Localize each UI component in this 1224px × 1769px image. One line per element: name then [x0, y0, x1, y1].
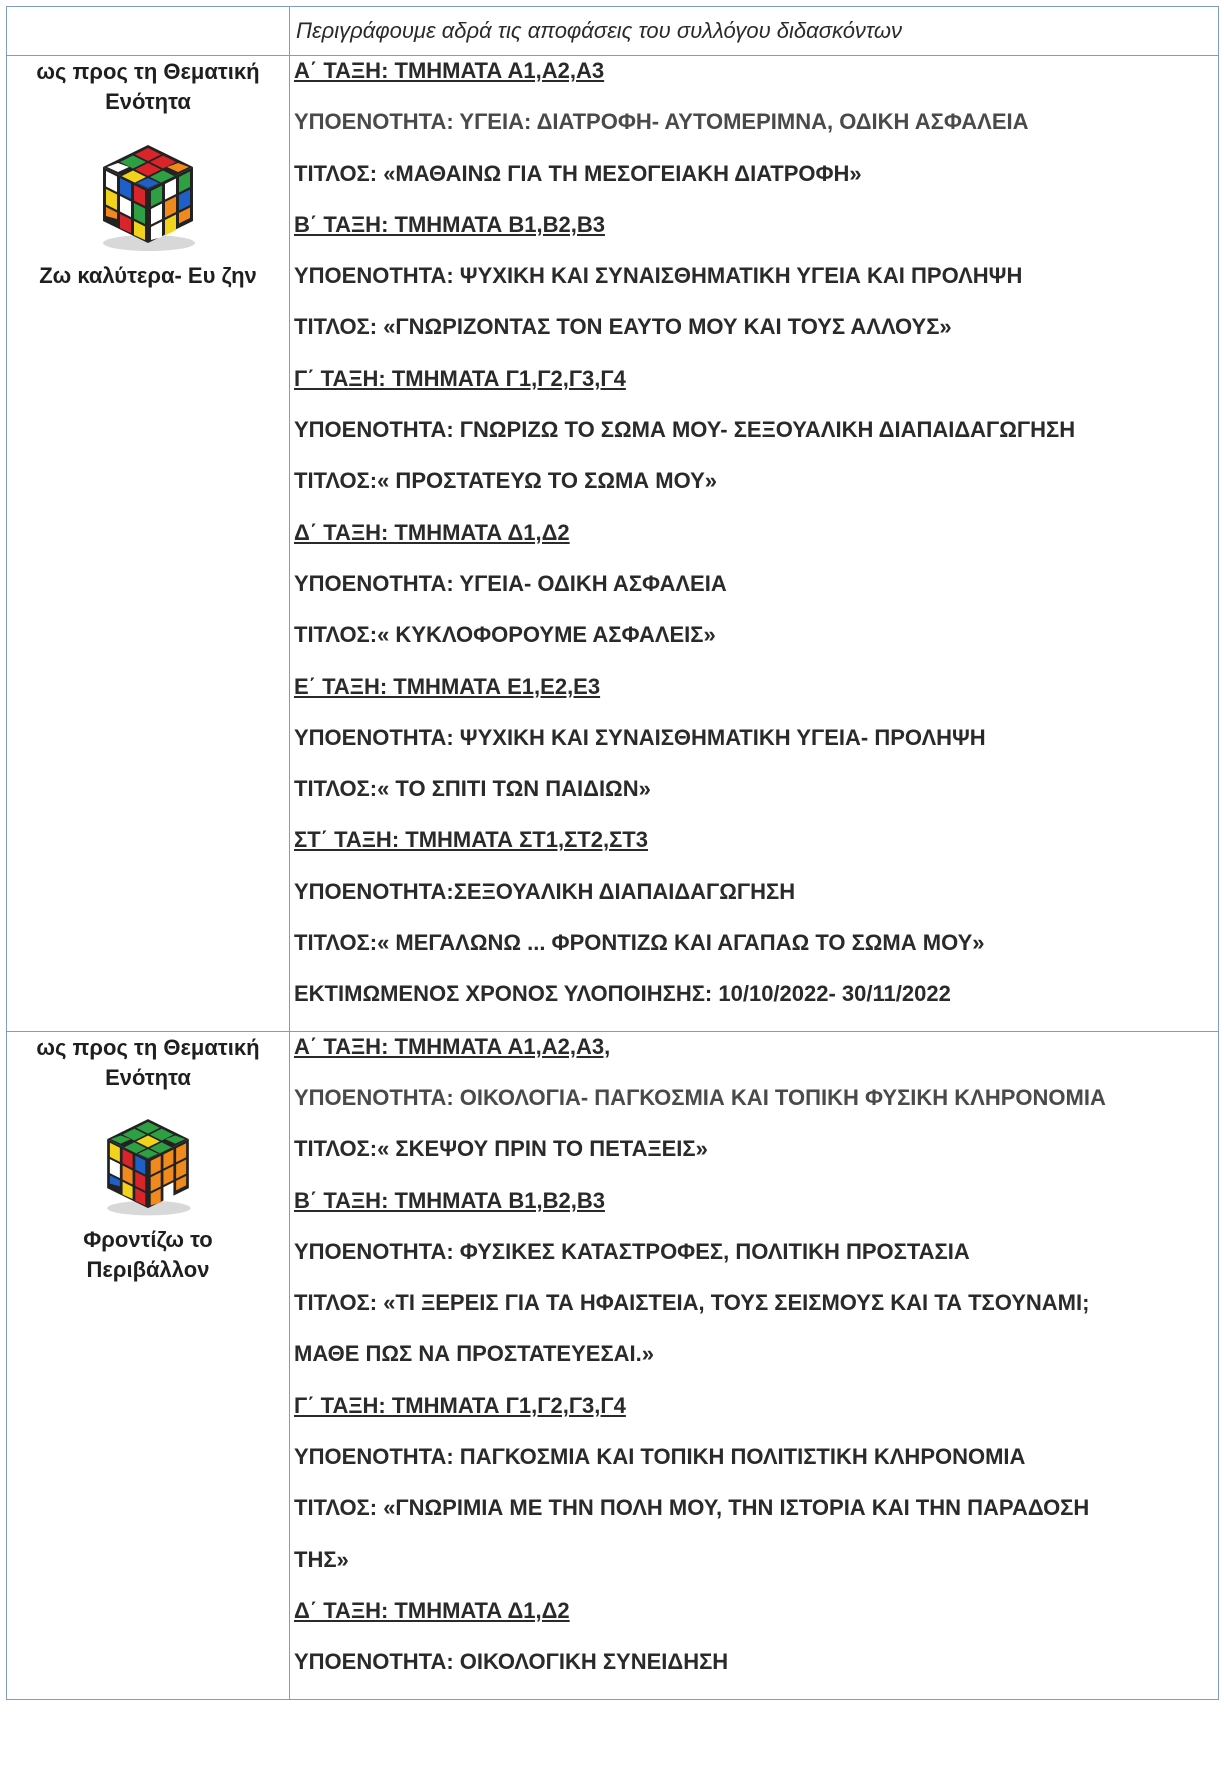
section-content-cell — [290, 56, 1219, 1032]
header-note: Περιγράφουμε αδρά τις αποφάσεις του συλλόγου διδασκόντων — [290, 7, 1219, 56]
section-label-cell — [7, 1031, 290, 1699]
subunit-line: ΥΠΟΕΝΟΤΗΤΑ:ΣΕΞΟΥΑΛΙΚΗ ΔΙΑΠΑΙΔΑΓΩΓΗΣΗ — [294, 878, 796, 904]
section-label-cell — [7, 56, 290, 1032]
title-line-cont: ΤΗΣ» — [294, 1546, 349, 1572]
section-label-line1: ως προς τη Θεματική — [36, 59, 260, 84]
title-line: ΤΙΤΛΟΣ:« ΣΚΕΨΟΥ ΠΡΙΝ ΤΟ ΠΕΤΑΞΕΙΣ» — [294, 1136, 708, 1162]
class-heading: Β΄ ΤΑΞΗ: ΤΜΗΜΑΤΑ Β1,Β2,Β3 — [294, 1187, 605, 1213]
rubiks-cube-icon — [88, 1101, 208, 1219]
section-lines — [290, 56, 1218, 1031]
subunit-line: ΥΠΟΕΝΟΤΗΤΑ: ΟΙΚΟΛΟΓΙΑ- ΠΑΓΚΟΣΜΙΑ ΚΑΙ ΤΟΠΙΚΗ ΦΥΣΙΚΗ ΚΛΗΡΟΝΟΜΙΑ — [294, 1084, 1106, 1110]
title-line-cont: ΜΑΘΕ ΠΩΣ ΝΑ ΠΡΟΣΤΑΤΕΥΕΣΑΙ.» — [294, 1341, 655, 1367]
title-line: ΤΙΤΛΟΣ:« ΜΕΓΑΛΩΝΩ ... ΦΡΟΝΤΙΖΩ ΚΑΙ ΑΓΑΠΑΩ ΤΟ ΣΩΜΑ ΜΟΥ» — [294, 930, 985, 956]
section-unit-name-line1: Φροντίζω το — [83, 1226, 213, 1252]
timeframe-line: ΕΚΤΙΜΩΜΕΝΟΣ ΧΡΟΝΟΣ ΥΛΟΠΟΙΗΣΗΣ: 10/10/2022- 30/11/2022 — [294, 981, 951, 1007]
subunit-line: ΥΠΟΕΝΟΤΗΤΑ: ΨΥΧΙΚΗ ΚΑΙ ΣΥΝΑΙΣΘΗΜΑΤΙΚΗ ΥΓΕΙΑ ΚΑΙ ΠΡΟΛΗΨΗ — [294, 263, 1023, 289]
title-line: ΤΙΤΛΟΣ:« ΤΟ ΣΠΙΤΙ ΤΩΝ ΠΑΙΔΙΩΝ» — [294, 776, 651, 802]
subunit-line: ΥΠΟΕΝΟΤΗΤΑ: ΦΥΣΙΚΕΣ ΚΑΤΑΣΤΡΟΦΕΣ, ΠΟΛΙΤΙΚΗ ΠΡΟΣΤΑΣΙΑ — [294, 1238, 970, 1264]
title-line: ΤΙΤΛΟΣ: «ΓΝΩΡΙΜΙΑ ΜΕ ΤΗΝ ΠΟΛΗ ΜΟΥ, ΤΗΝ ΙΣΤΟΡΙΑ ΚΑΙ ΤΗΝ ΠΑΡΑΔΟΣΗ — [294, 1495, 1090, 1521]
subunit-line: ΥΠΟΕΝΟΤΗΤΑ: ΟΙΚΟΛΟΓΙΚΗ ΣΥΝΕΙΔΗΣΗ — [294, 1649, 729, 1675]
subunit-line: ΥΠΟΕΝΟΤΗΤΑ: ΥΓΕΙΑ: ΔΙΑΤΡΟΦΗ- ΑΥΤΟΜΕΡΙΜΝΑ, ΟΔΙΚΗ ΑΣΦΑΛΕΙΑ — [294, 109, 1029, 135]
class-heading: Γ΄ ΤΑΞΗ: ΤΜΗΜΑΤΑ Γ1,Γ2,Γ3,Γ4 — [294, 365, 626, 391]
class-heading: Β΄ ΤΑΞΗ: ΤΜΗΜΑΤΑ Β1,Β2,Β3 — [294, 211, 605, 237]
class-heading: Α΄ ΤΑΞΗ: ΤΜΗΜΑΤΑ Α1,Α2,Α3, — [294, 1033, 611, 1059]
header-empty-cell — [7, 7, 290, 56]
title-line: ΤΙΤΛΟΣ: «ΜΑΘΑΙΝΩ ΓΙΑ ΤΗ ΜΕΣΟΓΕΙΑΚΗ ΔΙΑΤΡΟΦΗ» — [294, 160, 862, 186]
subunit-line: ΥΠΟΕΝΟΤΗΤΑ: ΓΝΩΡΙΖΩ ΤΟ ΣΩΜΑ ΜΟΥ- ΣΕΞΟΥΑΛΙΚΗ ΔΙΑΠΑΙΔΑΓΩΓΗΣΗ — [294, 417, 1076, 443]
title-line: ΤΙΤΛΟΣ:« ΚΥΚΛΟΦΟΡΟΥΜΕ ΑΣΦΑΛΕΙΣ» — [294, 622, 716, 648]
section-row — [7, 56, 1219, 1032]
section-unit-name: Ζω καλύτερα- Ευ ζην — [39, 263, 257, 288]
subunit-line: ΥΠΟΕΝΟΤΗΤΑ: ΨΥΧΙΚΗ ΚΑΙ ΣΥΝΑΙΣΘΗΜΑΤΙΚΗ ΥΓΕΙΑ- ΠΡΟΛΗΨΗ — [294, 724, 986, 750]
title-line: ΤΙΤΛΟΣ:« ΠΡΟΣΤΑΤΕΥΩ ΤΟ ΣΩΜΑ ΜΟΥ» — [294, 468, 718, 494]
section-label-line2: Ενότητα — [105, 1064, 191, 1090]
class-heading: Δ΄ ΤΑΞΗ: ΤΜΗΜΑΤΑ Δ1,Δ2 — [294, 1597, 570, 1623]
class-heading: Δ΄ ΤΑΞΗ: ΤΜΗΜΑΤΑ Δ1,Δ2 — [294, 519, 570, 545]
title-line: ΤΙΤΛΟΣ: «ΓΝΩΡΙΖΟΝΤΑΣ ΤΟΝ ΕΑΥΤΟ ΜΟΥ ΚΑΙ ΤΟΥΣ ΑΛΛΟΥΣ» — [294, 314, 952, 340]
decisions-table — [6, 6, 1219, 1700]
section-label-line2: Ενότητα — [105, 89, 191, 114]
class-heading: Γ΄ ΤΑΞΗ: ΤΜΗΜΑΤΑ Γ1,Γ2,Γ3,Γ4 — [294, 1392, 626, 1418]
subunit-line: ΥΠΟΕΝΟΤΗΤΑ: ΠΑΓΚΟΣΜΙΑ ΚΑΙ ΤΟΠΙΚΗ ΠΟΛΙΤΙΣΤΙΚΗ ΚΛΗΡΟΝΟΜΙΑ — [294, 1444, 1026, 1470]
rubiks-cube-icon — [83, 125, 213, 255]
class-heading: Α΄ ΤΑΞΗ: ΤΜΗΜΑΤΑ Α1,Α2,Α3 — [294, 58, 605, 83]
section-unit-name-line2: Περιβάλλον — [86, 1256, 210, 1282]
header-row — [7, 7, 1219, 56]
section-row — [7, 1031, 1219, 1699]
section-lines — [290, 1032, 1218, 1699]
title-line: ΤΙΤΛΟΣ: «ΤΙ ΞΕΡΕΙΣ ΓΙΑ ΤΑ ΗΦΑΙΣΤΕΙΑ, ΤΟΥΣ ΣΕΙΣΜΟΥΣ ΚΑΙ ΤΑ ΤΣΟΥΝΑΜΙ; — [294, 1290, 1090, 1316]
section-label-line1: ως προς τη Θεματική — [36, 1034, 260, 1060]
class-heading: ΣΤ΄ ΤΑΞΗ: ΤΜΗΜΑΤΑ ΣΤ1,ΣΤ2,ΣΤ3 — [294, 827, 648, 853]
class-heading: Ε΄ ΤΑΞΗ: ΤΜΗΜΑΤΑ Ε1,Ε2,Ε3 — [294, 673, 601, 699]
section-content-cell — [290, 1031, 1219, 1699]
subunit-line: ΥΠΟΕΝΟΤΗΤΑ: ΥΓΕΙΑ- ΟΔΙΚΗ ΑΣΦΑΛΕΙΑ — [294, 570, 727, 596]
